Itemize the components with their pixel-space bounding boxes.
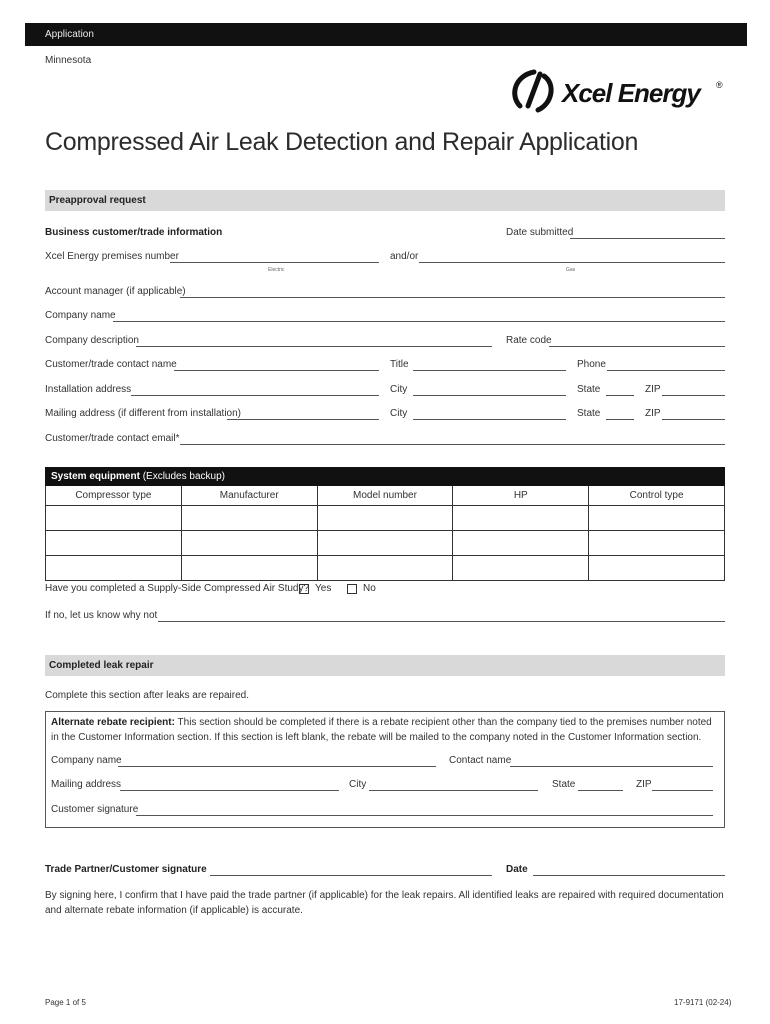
date-submitted-field[interactable]	[570, 238, 725, 239]
contact-email-field[interactable]	[180, 444, 725, 445]
gas-caption: Gas	[566, 267, 576, 273]
leak-repair-section-header: Completed leak repair	[45, 655, 725, 676]
install-state-label: State	[577, 384, 601, 395]
alt-contact-name-field[interactable]	[510, 766, 713, 767]
table-row	[46, 531, 725, 556]
company-description-field[interactable]	[136, 346, 492, 347]
col-hp: HP	[453, 486, 589, 506]
mailing-state-field[interactable]	[606, 419, 634, 420]
table-cell[interactable]	[589, 506, 725, 531]
signature-date-label: Date	[506, 864, 528, 875]
alt-zip-label: ZIP	[636, 779, 652, 790]
top-bar	[25, 23, 747, 46]
andor-label: and/or	[390, 251, 419, 262]
install-zip-field[interactable]	[662, 395, 725, 396]
table-cell[interactable]	[589, 556, 725, 581]
table-row	[46, 556, 725, 581]
equipment-heading: System equipment	[51, 471, 140, 482]
mailing-address-field[interactable]	[227, 419, 379, 420]
install-zip-label: ZIP	[645, 384, 661, 395]
col-manufacturer: Manufacturer	[181, 486, 317, 506]
preapproval-section-header: Preapproval request	[45, 190, 725, 211]
table-cell[interactable]	[589, 531, 725, 556]
col-compressor-type: Compressor type	[46, 486, 182, 506]
signature-date-field[interactable]	[533, 875, 725, 876]
equipment-table	[45, 486, 725, 581]
mailing-city-label: City	[390, 408, 408, 419]
title-field[interactable]	[413, 370, 566, 371]
mailing-state-label: State	[577, 408, 601, 419]
install-city-field[interactable]	[413, 395, 566, 396]
account-manager-label: Account manager (if applicable)	[45, 286, 186, 297]
alt-company-name-field[interactable]	[118, 766, 436, 767]
study-yes-label: Yes	[315, 583, 332, 594]
alternate-recipient-text	[51, 715, 719, 745]
table-cell[interactable]	[317, 531, 453, 556]
install-state-field[interactable]	[606, 395, 634, 396]
table-cell[interactable]	[46, 506, 182, 531]
mailing-city-field[interactable]	[413, 419, 566, 420]
why-not-field[interactable]	[158, 621, 725, 622]
col-control-type: Control type	[589, 486, 725, 506]
svg-text:®: ®	[716, 80, 723, 90]
table-cell[interactable]	[317, 556, 453, 581]
alt-contact-name-label: Contact name	[449, 755, 512, 766]
electric-caption: Electric	[268, 267, 285, 273]
alt-mailing-address-field[interactable]	[120, 790, 339, 791]
company-description-label: Company description	[45, 335, 139, 346]
trade-partner-signature-label: Trade Partner/Customer signature	[45, 864, 207, 875]
rate-code-field[interactable]	[549, 346, 725, 347]
study-yes-checkbox[interactable]	[299, 584, 309, 594]
table-cell[interactable]	[453, 556, 589, 581]
installation-address-label: Installation address	[45, 384, 132, 395]
mailing-zip-label: ZIP	[645, 408, 661, 419]
phone-field[interactable]	[607, 370, 725, 371]
svg-text:Xcel Energy: Xcel Energy	[562, 78, 700, 108]
phone-label: Phone	[577, 359, 606, 370]
page-title: Compressed Air Leak Detection and Repair Application	[45, 128, 639, 156]
state-label: Minnesota	[45, 55, 92, 66]
company-name-field[interactable]	[113, 321, 725, 322]
table-cell[interactable]	[181, 556, 317, 581]
table-row	[46, 506, 725, 531]
alt-city-label: City	[349, 779, 367, 790]
mailing-address-label: Mailing address (if different from installation)	[45, 408, 242, 419]
alt-state-field[interactable]	[578, 790, 623, 791]
equipment-section-header	[45, 467, 725, 486]
table-cell[interactable]	[46, 531, 182, 556]
electric-premises-field[interactable]	[170, 262, 379, 263]
logo-swoosh-icon	[508, 66, 726, 116]
business-info-heading: Business customer/trade information	[45, 227, 223, 238]
trade-partner-signature-field[interactable]	[210, 875, 492, 876]
table-cell[interactable]	[46, 556, 182, 581]
alt-city-field[interactable]	[369, 790, 538, 791]
page-number: Page 1 of 5	[45, 998, 86, 1007]
table-cell[interactable]	[453, 506, 589, 531]
account-manager-field[interactable]	[180, 297, 725, 298]
install-city-label: City	[390, 384, 408, 395]
alt-zip-field[interactable]	[652, 790, 713, 791]
xcel-energy-logo	[508, 66, 726, 116]
mailing-zip-field[interactable]	[662, 419, 725, 420]
col-model-number: Model number	[317, 486, 453, 506]
alternate-recipient-description: This section should be completed if there is a rebate recipient other than the company tied to the premises number noted in the Customer Information section. If this section is left blank, the rebate will be mailed to the company noted in the Customer Information section.	[51, 717, 712, 743]
customer-signature-field[interactable]	[136, 815, 713, 816]
equipment-table-header	[46, 486, 725, 506]
contact-name-label: Customer/trade contact name	[45, 359, 177, 370]
table-cell[interactable]	[181, 531, 317, 556]
alt-company-name-label: Company name	[51, 755, 122, 766]
document-type-label: Application	[45, 29, 94, 40]
gas-premises-field[interactable]	[419, 262, 725, 263]
study-no-checkbox[interactable]	[347, 584, 357, 594]
contact-email-label: Customer/trade contact email*	[45, 433, 180, 444]
alternate-recipient-heading: Alternate rebate recipient:	[51, 717, 175, 728]
form-id: 17-9171 (02-24)	[674, 998, 732, 1007]
date-submitted-label: Date submitted	[506, 227, 574, 238]
alt-mailing-address-label: Mailing address	[51, 779, 122, 790]
customer-signature-label: Customer signature	[51, 804, 139, 815]
contact-name-field[interactable]	[174, 370, 379, 371]
why-not-label: If no, let us know why not	[45, 610, 158, 621]
study-no-label: No	[363, 583, 376, 594]
table-cell[interactable]	[317, 506, 453, 531]
table-cell[interactable]	[181, 506, 317, 531]
equipment-heading-note: (Excludes backup)	[142, 471, 225, 482]
title-label: Title	[390, 359, 409, 370]
premises-number-label: Xcel Energy premises number	[45, 251, 179, 262]
alt-state-label: State	[552, 779, 576, 790]
signature-statement: By signing here, I confirm that I have paid the trade partner (if applicable) for the leak repairs. All identified leaks are repaired with required documentation and alternate rebate information (if applicable) is accurate.	[45, 890, 724, 916]
company-name-label: Company name	[45, 310, 116, 321]
table-cell[interactable]	[453, 531, 589, 556]
installation-address-field[interactable]	[131, 395, 379, 396]
study-question-label: Have you completed a Supply-Side Compressed Air Study?	[45, 583, 310, 594]
rate-code-label: Rate code	[506, 335, 552, 346]
leak-repair-instruction: Complete this section after leaks are repaired.	[45, 690, 249, 701]
